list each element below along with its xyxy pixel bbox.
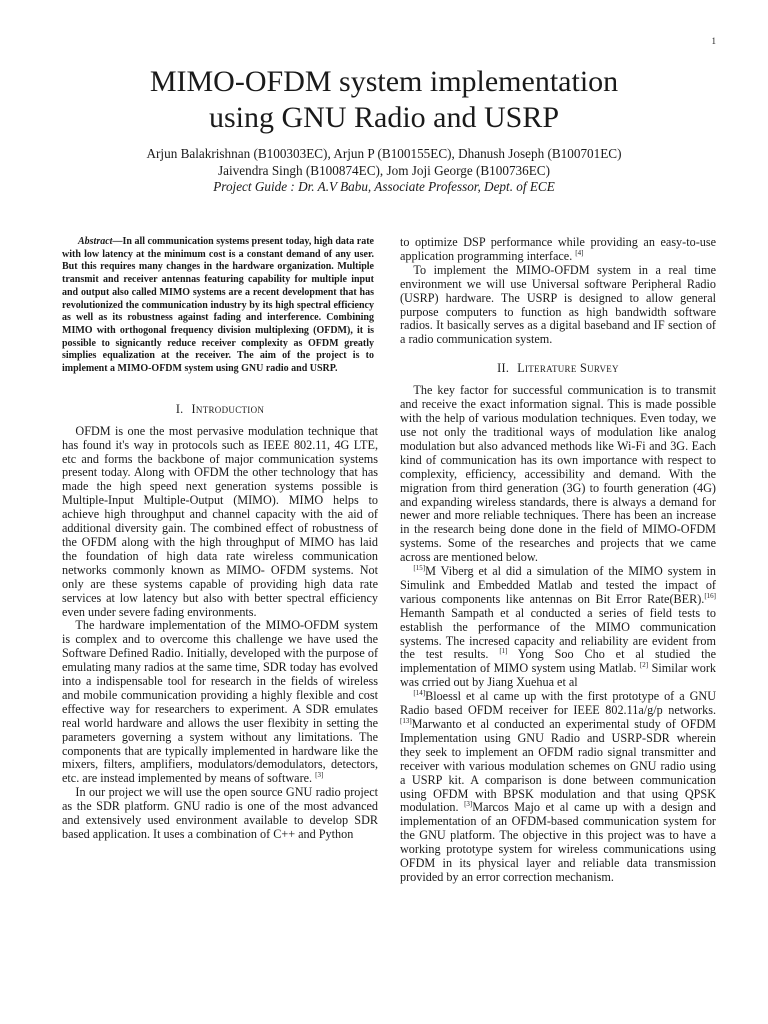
paragraph-text: The hardware implementation of the MIMO-OFDM system is complex and to overcome this challenge we have used the Software Defined Radio. Initially, developed with the purpose of emulating many radios at the same time, SDR today has evolved into a indispensable tool for research in the fields of wireless and mobile communication providing a highly flexible and cost effective way for researchers to experiment. A SDR emulates real world hardware and allows the user flexibity in setting the parameters governing a system without any limitations. The components that are typically implemented in hardware like the mixers, filters, amplifiers, modulators/demodulators, detectors, etc. are instead implemented by means of software. [62, 618, 378, 786]
citation: [4] [575, 248, 584, 257]
citation: [14] [413, 689, 426, 698]
citation: [1] [499, 647, 508, 656]
citation: [16] [704, 591, 716, 600]
lit-paragraph-3 [400, 690, 716, 885]
title-line-1: MIMO-OFDM system implementation [149, 65, 619, 98]
intro-continued-paragraph-2: To implement the MIMO-OFDM system in a real time environment we will use Universal software Peripheral Radio (USRP) hardware. The USRP is designed to allow general purpose computers to function as high bandwidth software radios. It basically serves as a digital baseband and IF section of a radio communication system. [400, 262, 716, 347]
citation: [15] [413, 563, 426, 572]
authors-line-1: Arjun Balakrishnan (B100303EC), Arjun P (B100155EC), Dhanush Joseph (B100701EC) [146, 146, 622, 161]
section-heading-literature-survey [400, 361, 716, 376]
section-title: Literature Survey [517, 361, 619, 376]
page-number: 1 [711, 36, 716, 46]
lit-paragraph-2 [400, 565, 716, 690]
paragraph-text: Hemanth Sampath et al conducted a series of field tests to establish the performance of the MIMO communication systems. The incresed capacity and reliability are evident from the test results. [400, 605, 716, 662]
paragraph-text: Marcos Majo et al came up with a design and implementation of an OFDM-based communication system for the GNU platform. The objective in this project was to have a working prototype system for wireless communications using OFDM in its physical layer and reliable data transmission provided by an error correction mechanism. [400, 800, 716, 884]
project-guide: Project Guide : Dr. A.V Babu, Associate Professor, Dept. of ECE [213, 179, 555, 194]
section-number: I. [175, 401, 184, 416]
citation: [13] [400, 716, 412, 725]
intro-paragraph-3: In our project we will use the open source GNU radio project as the SDR platform. GNU radio is one of the most advanced and extensively used environment available to develop SDR based application. It uses a combination of C++ and Python [62, 785, 378, 842]
abstract-label: Abstract [78, 236, 113, 247]
intro-paragraph-1: OFDM is one the most pervasive modulation technique that has found it's way in protocols such as IEEE 802.11, 4G LTE, etc and forms the backbone of major communication systems present today. Along with OFDM the other technology that has made the high speed next generation systems possible is Multiple-Input Multiple-Output (MIMO). MIMO helps to achieve high throughput and channel capacity with the aid of additional diversity gain. The combined effect of robustness of the OFDM along with the high throughput of MIMO has laid the foundation of high data rate wireless communication networks commonly known as MIMO- OFDM systems. Not only are these systems capable of providing high data rate services at low latency but also with better spectral efficiency even under severe fading environments. [62, 423, 378, 619]
lit-paragraph-1: The key factor for successful communication is to transmit and receive the exact information signal. This is made possible with the help of various modulation techniques. Even today, we use not only the traditional ways of modulation like analog modulation but also advanced methods like Wi-Fi and 3G. Each kind of communication has its own importance with respect to complexity, efficiency, accessibility and demand. With the migration from third generation (3G) to fourth generation (4G) and expanding wireless standards, there is always a demand for newer and more reliable techniques. There has been an increase in the research being done done in the field of MIMO-OFDM systems. Some of the researches and projects that we came across are mentioned below. [400, 383, 716, 565]
title-line-2: using GNU Radio and USRP [208, 101, 560, 134]
citation: [2] [639, 661, 649, 670]
abstract-text: —In all communication systems present today, high data rate with low latency at the minimum cost is a constant demand of any user. But this requires many changes in the hardware organization. Multiple transmit and receiver antennas featuring capability for multiple input and output also called MIMO systems are a recent development that has revolutionized the communication industry by its high spectral efficiency as well as its robustness against fading and interference. Combining MIMO with orthogonal frequency division multiplexing (OFDM), it is possible to signicantly reduce receiver complexity as OFDM greatly simplies equalization at the receiver. The aim of the project is to implement a MIMO-OFDM system using GNU radio and USRP. [62, 236, 374, 375]
paragraph-text: to optimize DSP performance while providing an easy-to-use application programming interface. [400, 235, 716, 263]
paragraph-text: Bloessl et al came up with the first prototype of a GNU Radio based OFDM receiver for IEEE 802.11a/g/p networks. [400, 689, 716, 718]
left-column [62, 236, 378, 842]
author-block [0, 146, 768, 196]
intro-continued-paragraph-1 [400, 236, 716, 264]
section-number: II. [497, 361, 510, 376]
citation: [3] [464, 800, 473, 809]
section-heading-introduction [62, 402, 378, 417]
abstract [62, 236, 378, 376]
paragraph-text: Marwanto et al conducted an experimental study of OFDM Implementation using GNU Radio and USRP-SDR wherein they seek to implement an OFDM radio signal transmitter and receiver with various modulation schemes on GNU radio using a USRP kit. A comparison is done between communication using OFDM with BPSK modulation and that using QPSK modulation. [400, 717, 716, 815]
right-column [400, 236, 716, 885]
section-title: Introduction [191, 401, 265, 416]
intro-paragraph-2 [62, 619, 378, 786]
paragraph-text: Similar work was crried out by Jiang Xuehua et al [400, 661, 716, 690]
authors-line-2: Jaivendra Singh (B100874EC), Jom Joji George (B100736EC) [218, 162, 550, 178]
paragraph-text: Yong Soo Cho et al studied the implementation of MIMO system using Matlab. [400, 647, 716, 676]
paragraph-text: M Viberg et al did a simulation of the MIMO system in Simulink and Embedded Matlab and tested the impact of various components like antennas on Bit Error Rate(BER). [400, 564, 716, 606]
paper-title [0, 64, 768, 136]
citation: [3] [315, 771, 324, 780]
